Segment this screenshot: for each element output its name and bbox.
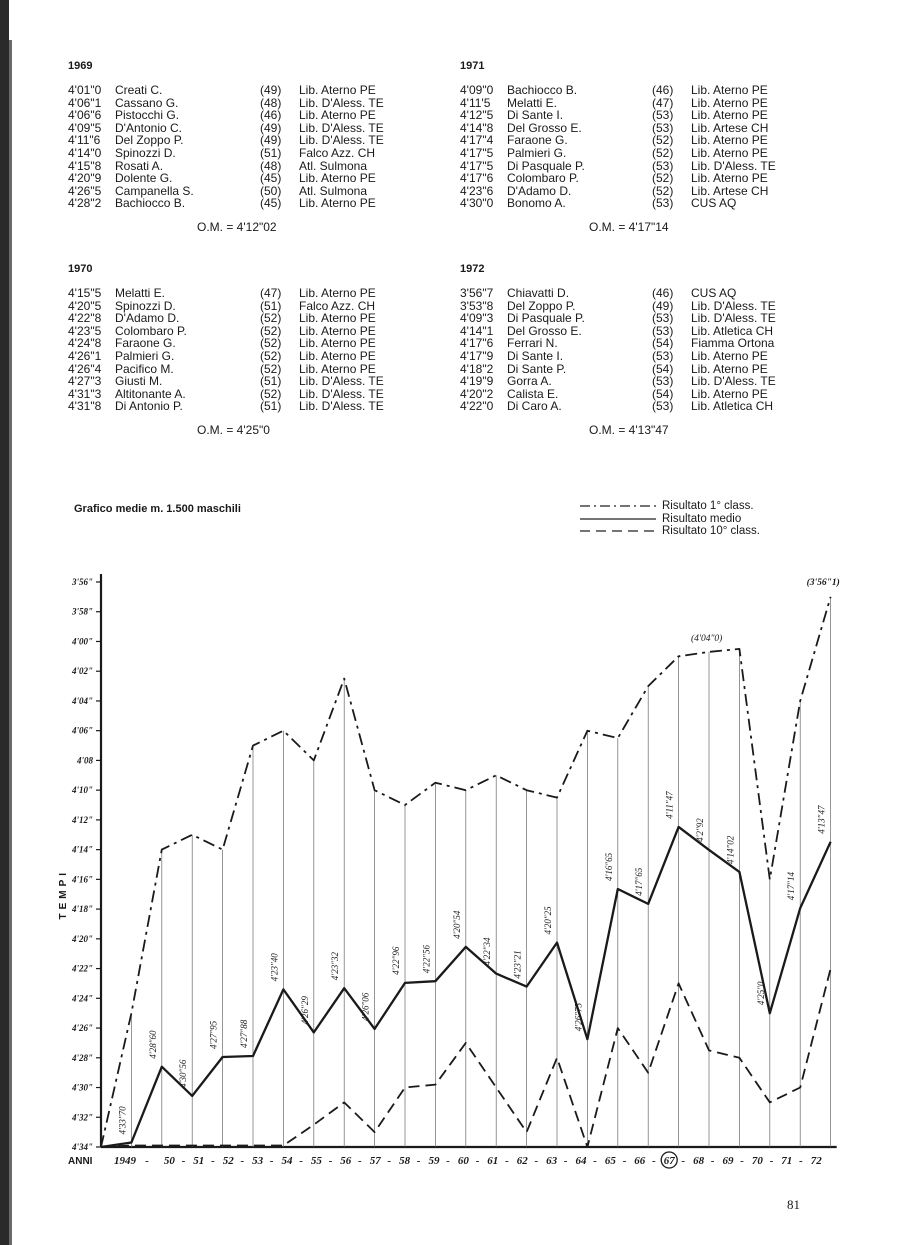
x-tick-label: 53 xyxy=(252,1155,264,1167)
times-chart xyxy=(0,560,900,1170)
club-cell: Lib. Aterno PE xyxy=(691,95,768,110)
athlete-cell: Palmieri G. xyxy=(115,348,175,363)
club-cell: CUS AQ xyxy=(691,286,737,300)
x-axis-label: ANNI xyxy=(68,1156,93,1167)
x-tick-separator: - xyxy=(387,1155,392,1167)
x-tick-label: 69 xyxy=(722,1155,734,1167)
club-cell: Lib. Atletica CH xyxy=(691,399,774,414)
mean-value-label: 4'20"25 xyxy=(543,906,553,935)
y-tick-label: 4'14" xyxy=(72,844,93,855)
club-cell: Lib. D'Aless. TE xyxy=(691,158,776,173)
x-tick-label: 50 xyxy=(163,1155,175,1167)
mean-value-label: 4'2"92 xyxy=(695,818,705,842)
birth-year-cell: (52) xyxy=(260,361,282,376)
birth-year-cell: (52) xyxy=(260,386,282,401)
birth-year-cell: (53) xyxy=(652,196,674,211)
x-tick-separator: - xyxy=(534,1155,539,1167)
graph-title: Grafico medie m. 1.500 maschili xyxy=(74,503,241,515)
time-cell: 4'18"2 xyxy=(460,361,494,376)
mean-value-label: 4'17"14 xyxy=(786,871,797,901)
table-year-2: 1970 xyxy=(68,263,93,275)
x-tick-label: 54 xyxy=(281,1155,293,1167)
time-cell: 4'17"4 xyxy=(460,133,494,148)
time-cell: 4'09"0 xyxy=(460,83,494,97)
time-cell: 4'06"1 xyxy=(68,95,102,110)
athlete-cell: D'Antonio C. xyxy=(115,120,182,135)
time-cell: 4'17"6 xyxy=(460,336,494,351)
x-tick-label: 72 xyxy=(810,1155,822,1167)
birth-year-cell: (54) xyxy=(652,361,674,376)
average-label-1970: O.M. = 4'25"0 xyxy=(197,423,270,437)
birth-year-cell: (49) xyxy=(652,298,674,313)
club-cell: Lib. Aterno PE xyxy=(299,323,376,338)
legend-first-label: Risultato 1° class. xyxy=(662,500,754,512)
birth-year-cell: (52) xyxy=(260,348,282,363)
y-tick-label: 4'24" xyxy=(72,993,93,1004)
table-year-0: 1969 xyxy=(68,60,93,72)
athlete-cell: Faraone G. xyxy=(507,133,568,148)
athlete-cell: Del Zoppo P. xyxy=(115,133,184,148)
x-tick-label: 65 xyxy=(604,1155,616,1167)
mean-value-label: 4'13"47 xyxy=(816,805,827,834)
time-cell: 4'09"3 xyxy=(460,311,494,326)
x-tick-separator: - xyxy=(181,1155,186,1167)
x-tick-separator: - xyxy=(475,1155,480,1167)
mean-value-label: 4'14"02 xyxy=(725,835,736,864)
mean-value-label: 4'26"06 xyxy=(360,992,371,1021)
x-tick-separator: - xyxy=(240,1155,245,1167)
x-tick-separator: - xyxy=(210,1155,215,1167)
birth-year-cell: (53) xyxy=(652,323,674,338)
athlete-cell: Creati C. xyxy=(115,83,163,97)
birth-year-cell: (45) xyxy=(260,196,282,211)
birth-year-cell: (52) xyxy=(260,336,282,351)
club-cell: Lib. Aterno PE xyxy=(299,286,376,300)
time-cell: 4'26"1 xyxy=(68,348,102,363)
x-tick-label: 67 xyxy=(663,1155,675,1167)
x-tick-separator: - xyxy=(740,1155,744,1167)
y-tick-label: 3'56" xyxy=(72,577,93,587)
time-cell: 4'22"0 xyxy=(460,399,494,414)
club-cell: Lib. Aterno PE xyxy=(299,83,376,97)
athlete-cell: Campanella S. xyxy=(115,183,194,198)
mean-value-label: 4'16"65 xyxy=(603,852,614,882)
mean-value-label: 4'30"56 xyxy=(178,1059,189,1088)
birth-year-cell: (48) xyxy=(260,158,282,173)
x-tick-label: 61 xyxy=(487,1155,499,1167)
table-year-3: 1972 xyxy=(460,263,485,275)
y-tick-label: 4'04" xyxy=(72,695,93,706)
club-cell: Lib. Atletica CH xyxy=(691,323,774,338)
x-tick-separator: - xyxy=(651,1155,656,1167)
time-cell: 4'15"8 xyxy=(68,158,102,173)
athlete-cell: Pacifico M. xyxy=(115,361,174,376)
club-cell: Lib. Aterno PE xyxy=(691,361,768,376)
time-cell: 4'11"6 xyxy=(68,133,101,148)
athlete-cell: Spinozzi D. xyxy=(115,145,176,160)
club-cell: Lib. Aterno PE xyxy=(299,171,376,186)
time-cell: 4'11'5 xyxy=(460,95,491,110)
x-tick-separator: - xyxy=(446,1155,450,1167)
athlete-cell: Bachiocco B. xyxy=(115,196,186,211)
athlete-cell: D'Adamo D. xyxy=(115,311,180,326)
birth-year-cell: (51) xyxy=(260,374,282,389)
time-cell: 4'06"6 xyxy=(68,108,102,123)
time-cell: 4'24"8 xyxy=(68,336,102,351)
average-label-1969: O.M. = 4'12"02 xyxy=(197,220,277,234)
x-tick-separator: - xyxy=(416,1155,421,1167)
time-cell: 3'53"8 xyxy=(460,298,494,313)
athlete-cell: Di Sante I. xyxy=(507,348,564,363)
x-tick-label: 58 xyxy=(399,1155,411,1167)
birth-year-cell: (53) xyxy=(652,120,674,135)
x-tick-label: 62 xyxy=(516,1155,528,1167)
x-tick-separator: - xyxy=(145,1155,149,1167)
club-cell: Lib. D'Aless. TE xyxy=(299,399,384,414)
club-cell: Lib. Aterno PE xyxy=(691,83,768,97)
athlete-cell: Colombaro P. xyxy=(507,171,579,186)
y-tick-label: 4'26" xyxy=(72,1023,93,1034)
club-cell: Lib. D'Aless. TE xyxy=(299,120,384,135)
mean-value-label: 4'33"70 xyxy=(117,1106,128,1135)
y-tick-label: 4'06" xyxy=(72,725,93,736)
x-tick-label: 59 xyxy=(428,1155,440,1167)
time-cell: 4'22"8 xyxy=(68,311,102,326)
time-cell: 4'26"5 xyxy=(68,183,102,198)
time-cell: 4'20"9 xyxy=(68,171,102,186)
athlete-cell: Bachiocco B. xyxy=(507,83,578,97)
y-tick-label: 4'00" xyxy=(72,636,93,647)
time-cell: 4'23"5 xyxy=(68,323,102,338)
x-tick-separator: - xyxy=(798,1155,803,1167)
club-cell: Lib. Aterno PE xyxy=(691,133,768,148)
birth-year-cell: (53) xyxy=(652,158,674,173)
time-cell: 4'31"3 xyxy=(68,386,102,401)
y-tick-label: 4'30" xyxy=(72,1082,93,1093)
birth-year-cell: (45) xyxy=(260,171,282,186)
birth-year-cell: (52) xyxy=(260,311,282,326)
club-cell: Lib. Aterno PE xyxy=(691,145,768,160)
athlete-cell: Di Pasquale P. xyxy=(507,311,585,326)
time-cell: 4'17"5 xyxy=(460,145,494,160)
x-tick-label: 55 xyxy=(310,1155,322,1167)
birth-year-cell: (46) xyxy=(260,108,282,123)
club-cell: Lib. Aterno PE xyxy=(299,196,376,211)
athlete-cell: Di Sante P. xyxy=(507,361,567,376)
birth-year-cell: (52) xyxy=(652,145,674,160)
x-tick-separator: - xyxy=(769,1155,774,1167)
athlete-cell: Melatti E. xyxy=(115,286,166,300)
time-cell: 4'19"9 xyxy=(460,374,494,389)
club-cell: Fiamma Ortona xyxy=(691,336,775,351)
athlete-cell: Rosati A. xyxy=(115,158,164,173)
x-tick-separator: - xyxy=(504,1155,509,1167)
time-cell: 4'15"5 xyxy=(68,286,102,300)
y-tick-label: 4'34" xyxy=(72,1142,93,1152)
time-cell: 4'28"2 xyxy=(68,196,102,211)
mean-value-label: 4'26"75 xyxy=(573,1002,584,1032)
club-cell: Atl. Sulmona xyxy=(299,183,368,198)
x-tick-label: 68 xyxy=(693,1155,705,1167)
best-1968-annotation: (4'04"0) xyxy=(691,633,723,644)
time-cell: 4'23"6 xyxy=(460,183,494,198)
birth-year-cell: (51) xyxy=(260,145,282,160)
athlete-cell: Bonomo A. xyxy=(507,196,566,211)
club-cell: Falco Azz. CH xyxy=(299,298,376,313)
club-cell: Lib. Aterno PE xyxy=(299,311,376,326)
time-cell: 4'27"3 xyxy=(68,374,102,389)
y-tick-label: 4'10" xyxy=(72,785,93,796)
club-cell: Lib. Aterno PE xyxy=(691,348,768,363)
x-tick-label: 63 xyxy=(546,1155,558,1167)
time-cell: 4'17"5 xyxy=(460,158,494,173)
birth-year-cell: (52) xyxy=(652,171,674,186)
club-cell: Lib. D'Aless. TE xyxy=(691,374,776,389)
x-tick-label: 57 xyxy=(369,1155,381,1167)
average-label-1971: O.M. = 4'17"14 xyxy=(589,220,669,234)
athlete-cell: Altitonante A. xyxy=(115,386,186,401)
birth-year-cell: (54) xyxy=(652,386,674,401)
athlete-cell: Del Grosso E. xyxy=(507,323,582,338)
x-tick-label: 70 xyxy=(751,1155,763,1167)
y-tick-label: 4'28" xyxy=(72,1052,93,1063)
x-tick-separator: - xyxy=(710,1155,715,1167)
x-tick-separator: - xyxy=(563,1155,568,1167)
birth-year-cell: (49) xyxy=(260,133,282,148)
athlete-cell: Calista E. xyxy=(507,386,559,401)
x-tick-label: 1949 xyxy=(114,1155,136,1167)
club-cell: Lib. Aterno PE xyxy=(299,348,376,363)
mean-value-label: 4'22"56 xyxy=(421,944,432,974)
athlete-cell: Colombaro P. xyxy=(115,323,187,338)
mean-value-label: 4'22"34 xyxy=(482,937,493,966)
birth-year-cell: (48) xyxy=(260,95,282,110)
mean-value-label: 4'20"54 xyxy=(451,910,462,939)
time-cell: 4'20"2 xyxy=(460,386,494,401)
birth-year-cell: (53) xyxy=(652,108,674,123)
mean-value-label: 4'23"40 xyxy=(269,953,280,982)
x-tick-separator: - xyxy=(622,1155,627,1167)
club-cell: Lib. Artese CH xyxy=(691,120,769,135)
athlete-cell: Palmieri G. xyxy=(507,145,567,160)
athlete-cell: Melatti E. xyxy=(507,95,558,110)
legend-tenth-label: Risultato 10° class. xyxy=(662,525,760,537)
y-tick-label: 4'02" xyxy=(72,666,93,677)
athlete-cell: Di Sante I. xyxy=(507,108,564,123)
x-tick-separator: - xyxy=(593,1155,597,1167)
birth-year-cell: (46) xyxy=(652,286,674,300)
birth-year-cell: (53) xyxy=(652,311,674,326)
athlete-cell: Ferrari N. xyxy=(507,336,558,351)
time-cell: 4'17"6 xyxy=(460,171,494,186)
club-cell: Lib. Artese CH xyxy=(691,183,769,198)
table-year-1: 1971 xyxy=(460,60,485,72)
time-cell: 4'17"9 xyxy=(460,348,494,363)
y-tick-label: 4'20" xyxy=(72,933,93,944)
x-tick-separator: - xyxy=(357,1155,362,1167)
y-tick-label: 4'12" xyxy=(72,814,93,825)
x-tick-separator: - xyxy=(328,1155,333,1167)
birth-year-cell: (49) xyxy=(260,120,282,135)
athlete-cell: Del Grosso E. xyxy=(507,120,582,135)
birth-year-cell: (52) xyxy=(260,323,282,338)
birth-year-cell: (50) xyxy=(260,183,282,198)
x-tick-label: 66 xyxy=(634,1155,646,1167)
athlete-cell: Giusti M. xyxy=(115,374,163,389)
club-cell: Lib. Aterno PE xyxy=(299,108,376,123)
x-tick-label: 71 xyxy=(781,1155,793,1167)
mean-value-label: 4'27"88 xyxy=(239,1019,249,1049)
mean-value-label: 4'23"21 xyxy=(512,950,523,979)
club-cell: Atl. Sulmona xyxy=(299,158,368,173)
y-tick-label: 4'08 xyxy=(76,755,93,766)
birth-year-cell: (51) xyxy=(260,298,282,313)
athlete-cell: Dolente G. xyxy=(115,171,173,186)
x-tick-label: 56 xyxy=(340,1155,352,1167)
best-1972-annotation: (3'56"1) xyxy=(806,577,840,588)
x-tick-label: 52 xyxy=(222,1155,234,1167)
club-cell: Lib. D'Aless. TE xyxy=(299,386,384,401)
club-cell: Lib. Aterno PE xyxy=(299,336,376,351)
birth-year-cell: (53) xyxy=(652,348,674,363)
birth-year-cell: (46) xyxy=(652,83,674,97)
mean-value-label: 4'25"0 xyxy=(755,981,766,1006)
legend-mean-label: Risultato medio xyxy=(662,512,742,525)
mean-value-label: 4'11"47 xyxy=(664,791,675,819)
x-tick-label: 51 xyxy=(193,1155,205,1167)
mean-value-label: 4'23"32 xyxy=(330,951,341,981)
average-label-1972: O.M. = 4'13"47 xyxy=(589,423,669,437)
club-cell: Lib. Aterno PE xyxy=(691,171,768,186)
mean-value-label: 4'28"60 xyxy=(147,1030,158,1059)
birth-year-cell: (51) xyxy=(260,399,282,414)
time-cell: 4'14"0 xyxy=(68,145,102,160)
page-number: 81 xyxy=(787,1197,800,1212)
time-cell: 4'12"5 xyxy=(460,108,494,123)
y-tick-label: 4'22" xyxy=(72,963,93,974)
time-cell: 4'01"0 xyxy=(68,83,102,97)
birth-year-cell: (52) xyxy=(652,183,674,198)
x-tick-label: 60 xyxy=(457,1155,469,1167)
club-cell: Lib. D'Aless. TE xyxy=(691,311,776,326)
athlete-cell: Chiavatti D. xyxy=(507,286,570,300)
club-cell: Lib. D'Aless. TE xyxy=(691,298,776,313)
athlete-cell: Di Antonio P. xyxy=(115,399,183,414)
y-tick-label: 4'18" xyxy=(72,904,93,915)
birth-year-cell: (47) xyxy=(652,95,674,110)
birth-year-cell: (53) xyxy=(652,374,674,389)
time-cell: 4'26"4 xyxy=(68,361,102,376)
mean-value-label: 4'26"29 xyxy=(299,996,310,1025)
birth-year-cell: (49) xyxy=(260,83,282,97)
club-cell: Lib. D'Aless. TE xyxy=(299,95,384,110)
birth-year-cell: (53) xyxy=(652,399,674,414)
club-cell: Lib. Aterno PE xyxy=(691,108,768,123)
time-cell: 4'14"8 xyxy=(460,120,494,135)
club-cell: Lib. Aterno PE xyxy=(691,386,768,401)
club-cell: Lib. D'Aless. TE xyxy=(299,133,384,148)
athlete-cell: Gorra A. xyxy=(507,374,552,389)
x-tick-separator: - xyxy=(269,1155,274,1167)
athlete-cell: D'Adamo D. xyxy=(507,183,572,198)
mean-value-label: 4'27"95 xyxy=(208,1020,219,1050)
time-cell: 4'14"1 xyxy=(460,323,494,338)
y-axis-label: TEMPI xyxy=(58,868,69,920)
athlete-cell: Del Zoppo P. xyxy=(507,298,576,313)
x-tick-separator: - xyxy=(681,1155,686,1167)
athlete-cell: Di Caro A. xyxy=(507,399,562,414)
x-tick-label: 64 xyxy=(575,1155,587,1167)
birth-year-cell: (52) xyxy=(652,133,674,148)
athlete-cell: Cassano G. xyxy=(115,95,179,110)
mean-value-label: 4'17"65 xyxy=(634,867,645,896)
athlete-cell: Spinozzi D. xyxy=(115,298,176,313)
birth-year-cell: (54) xyxy=(652,336,674,351)
athlete-cell: Faraone G. xyxy=(115,336,176,351)
time-cell: 4'30"0 xyxy=(460,196,494,211)
athlete-cell: Di Pasquale P. xyxy=(507,158,585,173)
y-tick-label: 4'16" xyxy=(72,874,93,885)
x-tick-separator: - xyxy=(299,1155,303,1167)
club-cell: Lib. Aterno PE xyxy=(299,361,376,376)
club-cell: Lib. D'Aless. TE xyxy=(299,374,384,389)
birth-year-cell: (47) xyxy=(260,286,282,300)
time-cell: 4'31"8 xyxy=(68,399,102,414)
athlete-cell: Pistocchi G. xyxy=(115,108,180,123)
y-tick-label: 3'58" xyxy=(72,606,93,617)
mean-value-label: 4'22"96 xyxy=(391,946,401,975)
club-cell: CUS AQ xyxy=(691,196,737,211)
y-tick-label: 4'32" xyxy=(72,1112,93,1123)
time-cell: 3'56"7 xyxy=(460,286,494,300)
time-cell: 4'20"5 xyxy=(68,298,102,313)
time-cell: 4'09"5 xyxy=(68,120,102,135)
club-cell: Falco Azz. CH xyxy=(299,145,376,160)
